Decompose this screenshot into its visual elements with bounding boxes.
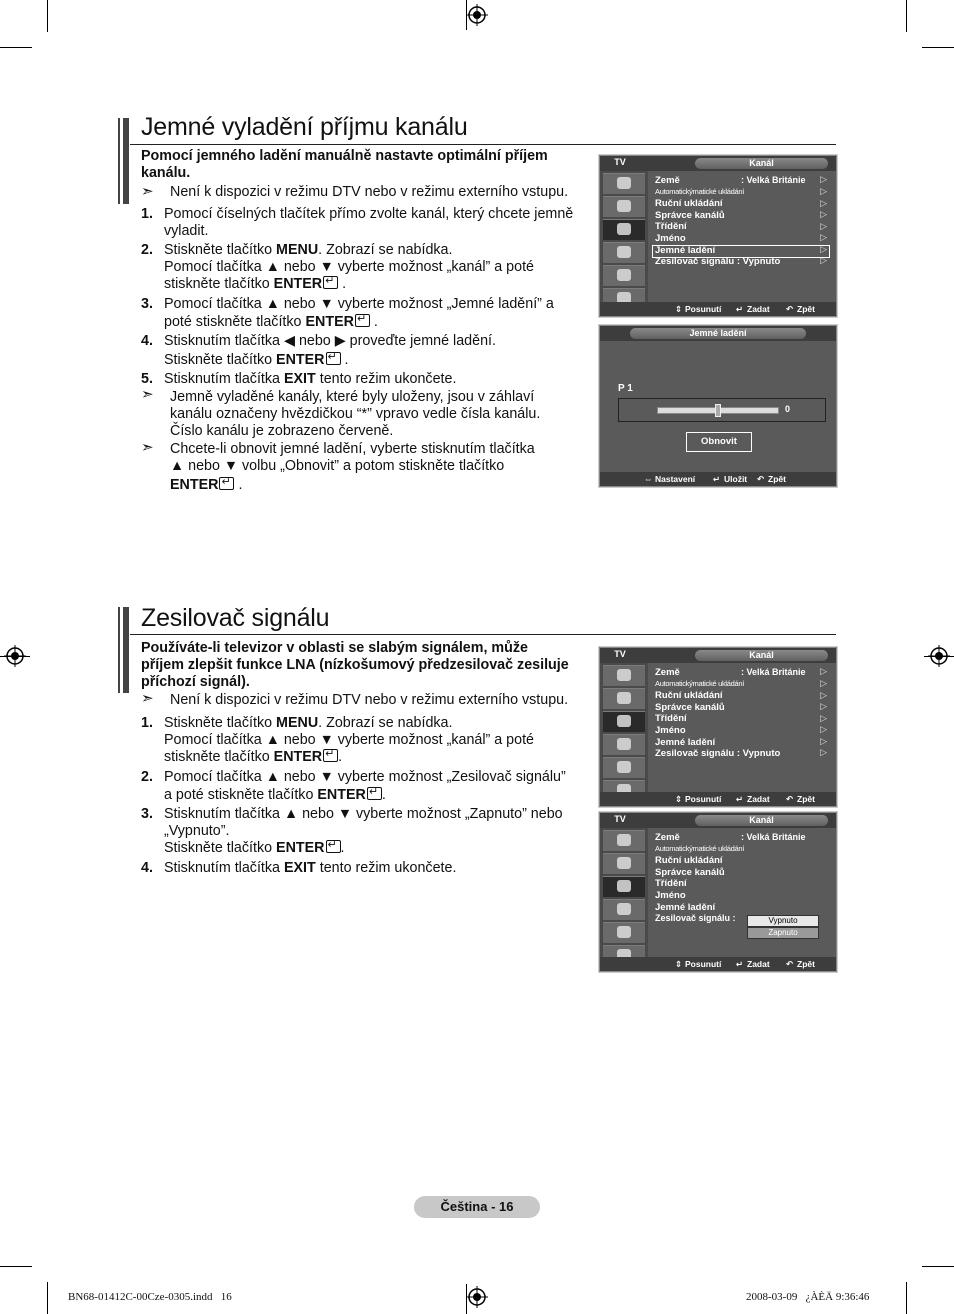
step-line: Stiskněte tlačítko MENU. Zobrazí se nabídka.: [164, 715, 453, 731]
updown-icon: ⇕: [675, 304, 683, 314]
step-line: a poté stiskněte tlačítko ENTER↵ .: [164, 787, 566, 804]
osd-title: Jemné ladění: [630, 328, 806, 339]
osd-item-country[interactable]: Země: [655, 175, 680, 186]
input-icon[interactable]: [603, 757, 645, 778]
step-text: [164, 715, 534, 766]
triangle-right-icon: ▷: [820, 232, 827, 242]
osd-foot-back: Zpět: [797, 304, 815, 314]
osd-foot-save: Uložit: [724, 474, 748, 484]
step-line: Stisknutím tlačítka EXIT tento režim ukončete.: [164, 371, 457, 387]
enter-icon: ↵: [713, 474, 721, 484]
picture-icon[interactable]: [603, 173, 645, 194]
triangle-right-icon: ▷: [820, 209, 827, 219]
osd-option-on[interactable]: Zapnuto: [747, 927, 819, 939]
osd-item-sort[interactable]: Třídění: [655, 713, 687, 724]
registration-mark-icon: [928, 645, 950, 667]
osd-foot-enter: Zadat: [747, 959, 770, 969]
osd-header: [600, 813, 836, 828]
triangle-right-icon: ▷: [820, 186, 827, 196]
osd-item-manual-store[interactable]: Ruční ukládání: [655, 690, 723, 701]
note-line: Chcete-li obnovit jemné ladění, vyberte stisknutím tlačítka: [170, 441, 535, 457]
osd-option-off[interactable]: Vypnuto: [747, 915, 819, 927]
triangle-right-icon: ▷: [820, 244, 827, 254]
triangle-right-icon: ▷: [820, 724, 827, 734]
step-line: Stiskněte tlačítko ENTER↵ .: [164, 840, 563, 857]
triangle-right-icon: ▷: [820, 678, 827, 688]
triangle-right-icon: ▷: [820, 701, 827, 711]
osd-title: Kanál: [695, 650, 828, 661]
step-line: vyladit.: [164, 223, 209, 239]
step-number: 1.: [141, 715, 153, 731]
crop-mark: [906, 0, 907, 32]
osd-item-sort[interactable]: Třídění: [655, 878, 687, 889]
step-text: [164, 333, 496, 369]
osd-lna-menu: [599, 812, 837, 972]
enter-icon: [355, 314, 370, 327]
osd-title: Kanál: [695, 158, 828, 169]
note-line: Číslo kanálu je zobrazeno červeně.: [170, 423, 394, 439]
step-number: 2.: [141, 242, 153, 258]
step-text: [164, 206, 573, 240]
crop-mark: [0, 1266, 32, 1267]
osd-footer: [600, 792, 836, 806]
updown-icon: ⇕: [675, 959, 683, 969]
osd-item-manual-store[interactable]: Ruční ukládání: [655, 855, 723, 866]
osd-slider-value: 0: [785, 404, 791, 414]
triangle-right-icon: ▷: [820, 221, 827, 231]
section-title: Jemné vyladění příjmu kanálu: [141, 113, 468, 141]
osd-country-value: : Velká Británie: [741, 832, 806, 842]
note-line: ENTER↵ .: [170, 477, 535, 494]
osd-country-value: : Velká Británie: [741, 667, 806, 677]
osd-foot-back: Zpět: [797, 959, 815, 969]
osd-item-country[interactable]: Země: [655, 832, 680, 843]
step-number: 3.: [141, 806, 153, 822]
note-line: kanálu označeny hvězdičkou “*” vpravo vedle čísla kanálu.: [170, 406, 541, 422]
osd-channel-menu: [599, 155, 837, 317]
registration-mark-icon: [466, 4, 488, 26]
step-line: Stiskněte tlačítko MENU. Zobrazí se nabídka.: [164, 242, 453, 258]
step-number: 5.: [141, 371, 153, 387]
crop-mark: [922, 47, 954, 48]
step-line: Stisknutím tlačítka ◀ nebo ▶ proveďte jemné ladění.: [164, 333, 496, 349]
osd-item-lna[interactable]: Zesilovač signálu : Vypnuto: [655, 748, 781, 759]
osd-country-value: : Velká Británie: [741, 175, 806, 185]
input-icon[interactable]: [603, 922, 645, 943]
step-line: Stisknutím tlačítka EXIT tento režim ukončete.: [164, 860, 457, 876]
osd-item-auto-store[interactable]: Automatickýmatické ukládání: [655, 679, 745, 688]
triangle-right-icon: ▷: [820, 666, 827, 676]
enter-icon: ↵: [736, 794, 744, 804]
osd-slider-handle[interactable]: [715, 404, 721, 417]
picture-icon[interactable]: [603, 830, 645, 851]
channel-icon[interactable]: [603, 876, 645, 897]
osd-footer: [600, 472, 836, 486]
osd-item-lna[interactable]: Zesilovač signálu : Vypnuto: [655, 256, 781, 267]
updown-icon: ⇕: [675, 794, 683, 804]
step-line: Pomocí číselných tlačítek přímo zvolte kanál, který chcete jemně: [164, 206, 574, 222]
osd-tv-label: TV: [614, 814, 626, 824]
crop-mark: [906, 1282, 907, 1314]
osd-foot-back: Zpět: [797, 794, 815, 804]
section-bar: [118, 118, 129, 204]
triangle-right-icon: ▷: [820, 255, 827, 265]
sound-icon[interactable]: [603, 688, 645, 709]
step-text: [164, 371, 456, 388]
section-bar: [118, 607, 129, 693]
step-line: Stiskněte tlačítko ENTER↵ .: [164, 352, 496, 369]
step-line: Stisknutím tlačítka ▲ nebo ▼ vyberte možnost „Zapnuto” nebo: [164, 806, 563, 822]
step-text: [164, 769, 566, 804]
sound-icon[interactable]: [603, 853, 645, 874]
return-icon: ↶: [786, 959, 794, 969]
step-number: 3.: [141, 296, 153, 312]
input-icon[interactable]: [603, 265, 645, 286]
enter-icon: [367, 787, 382, 800]
osd-item-country[interactable]: Země: [655, 667, 680, 678]
osd-header: [600, 648, 836, 663]
step-number: 4.: [141, 860, 153, 876]
osd-footer: [600, 957, 836, 971]
section-title: Zesilovač signálu: [141, 604, 330, 632]
crop-mark: [0, 47, 32, 48]
osd-item-auto-store[interactable]: Automatickýmatické ukládání: [655, 844, 745, 853]
step-line: Pomocí tlačítka ▲ nebo ▼ vyberte možnost „kanál” a poté: [164, 732, 535, 748]
step-line: Pomocí tlačítka ▲ nebo ▼ vyberte možnost „kanál” a poté: [164, 259, 535, 275]
triangle-right-icon: ▷: [820, 747, 827, 757]
registration-mark-icon: [466, 1286, 488, 1308]
osd-foot-enter: Zadat: [747, 794, 770, 804]
step-text: [164, 806, 563, 857]
osd-item-sort[interactable]: Třídění: [655, 221, 687, 232]
osd-title: Kanál: [695, 815, 828, 826]
osd-item-name[interactable]: Jméno: [655, 725, 686, 736]
note-line: ▲ nebo ▼ volbu „Obnovit” a potom stiskněte tlačítko: [170, 458, 505, 474]
leftright-icon: ⇔: [644, 474, 653, 484]
sound-icon[interactable]: [603, 196, 645, 217]
note-arrow-icon: ➣: [141, 439, 154, 456]
note-text: Není k dispozici v režimu DTV nebo v režimu externího vstupu.: [170, 184, 569, 200]
osd-item-channel-manager[interactable]: Správce kanálů: [655, 210, 725, 221]
osd-foot-move: Posunutí: [685, 794, 722, 804]
channel-icon[interactable]: [603, 711, 645, 732]
osd-item-fine-tune[interactable]: Jemné ladění: [655, 902, 716, 913]
return-icon: ↶: [757, 474, 765, 484]
osd-foot-adjust: Nastavení: [655, 474, 696, 484]
triangle-right-icon: ▷: [820, 198, 827, 208]
note-arrow-icon: ➣: [141, 386, 154, 403]
step-number: 4.: [141, 333, 153, 349]
osd-channel-number: P 1: [618, 383, 633, 394]
triangle-right-icon: ▷: [820, 713, 827, 723]
setup-icon[interactable]: [603, 242, 645, 263]
page-number: Čeština - 16: [414, 1196, 540, 1218]
picture-icon[interactable]: [603, 665, 645, 686]
osd-channel-menu: [599, 647, 837, 807]
osd-item-name[interactable]: Jméno: [655, 233, 686, 244]
enter-icon: [326, 352, 341, 365]
enter-icon: [219, 477, 234, 490]
title-rule: [130, 634, 836, 635]
lead-line: příjem zlepšit funkce LNA (nízkošumový předzesilovač zesiluje: [141, 657, 569, 673]
osd-fine-tune: [599, 325, 837, 487]
osd-foot-move: Posunutí: [685, 304, 722, 314]
osd-item-name[interactable]: Jméno: [655, 890, 686, 901]
step-line: stiskněte tlačítko ENTER↵ .: [164, 749, 534, 766]
triangle-right-icon: ▷: [820, 690, 827, 700]
step-text: [164, 242, 534, 293]
step-number: 2.: [141, 769, 153, 785]
step-line: Pomocí tlačítka ▲ nebo ▼ vyberte možnost „Zesilovač signálu”: [164, 769, 566, 785]
lead-text: [141, 640, 569, 691]
enter-icon: [323, 276, 338, 289]
osd-reset-button[interactable]: Obnovit: [686, 432, 752, 452]
lead-text: Pomocí jemného ladění manuálně nastavte optimální příjem kanálu.: [141, 148, 548, 181]
date-slug: 2008-03-09 ¿ÀÈÄ 9:36:46: [746, 1291, 870, 1303]
setup-icon[interactable]: [603, 899, 645, 920]
triangle-right-icon: ▷: [820, 174, 827, 184]
osd-foot-enter: Zadat: [747, 304, 770, 314]
osd-item-channel-manager[interactable]: Správce kanálů: [655, 867, 725, 878]
step-text: [164, 296, 554, 331]
osd-item-fine-tune[interactable]: Jemné ladění: [655, 245, 716, 256]
step-line: „Vypnuto”.: [164, 823, 230, 839]
enter-icon: ↵: [736, 959, 744, 969]
step-text: [164, 860, 456, 877]
note-text: Není k dispozici v režimu DTV nebo v režimu externího vstupu.: [170, 692, 569, 708]
osd-header: [600, 156, 836, 171]
note-line: Jemně vyladěné kanály, které byly uloženy, jsou v záhlaví: [170, 389, 535, 405]
crop-mark: [47, 1282, 48, 1314]
registration-mark-icon: [4, 645, 26, 667]
osd-sidebar: [600, 171, 648, 302]
osd-footer: [600, 302, 836, 316]
lead-line: Používáte-li televizor v oblasti se slabým signálem, může: [141, 640, 528, 656]
setup-icon[interactable]: [603, 734, 645, 755]
enter-icon: [323, 749, 338, 762]
return-icon: ↶: [786, 794, 794, 804]
note-arrow-icon: ➣: [141, 690, 154, 707]
triangle-right-icon: ▷: [820, 736, 827, 746]
return-icon: ↶: [786, 304, 794, 314]
osd-sidebar: [600, 663, 648, 792]
step-number: 1.: [141, 206, 153, 222]
osd-header: [600, 326, 836, 341]
osd-item-auto-store[interactable]: Automatickýmatické ukládání: [655, 187, 745, 196]
channel-icon[interactable]: [603, 219, 645, 240]
osd-item-channel-manager[interactable]: Správce kanálů: [655, 702, 725, 713]
step-line: stiskněte tlačítko ENTER↵ .: [164, 276, 534, 293]
osd-sidebar: [600, 828, 648, 957]
osd-tv-label: TV: [614, 649, 626, 659]
step-line: Pomocí tlačítka ▲ nebo ▼ vyberte možnost „Jemné ladění” a: [164, 296, 554, 312]
osd-tv-label: TV: [614, 157, 626, 167]
file-slug: BN68-01412C-00Cze-0305.indd 16: [68, 1291, 232, 1303]
osd-item-manual-store[interactable]: Ruční ukládání: [655, 198, 723, 209]
osd-foot-back: Zpět: [768, 474, 786, 484]
crop-mark: [47, 0, 48, 32]
step-line: poté stiskněte tlačítko ENTER↵ .: [164, 314, 554, 331]
osd-item-lna[interactable]: Zesilovač signálu :: [655, 913, 736, 923]
enter-icon: ↵: [736, 304, 744, 314]
enter-icon: [326, 840, 341, 853]
note-arrow-icon: ➣: [141, 183, 154, 200]
crop-mark: [922, 1266, 954, 1267]
note-text: [170, 441, 535, 494]
osd-item-fine-tune[interactable]: Jemné ladění: [655, 737, 716, 748]
lead-line: příchozí signál).: [141, 674, 250, 690]
osd-foot-move: Posunutí: [685, 959, 722, 969]
title-rule: [130, 144, 836, 145]
note-text: [170, 389, 540, 440]
